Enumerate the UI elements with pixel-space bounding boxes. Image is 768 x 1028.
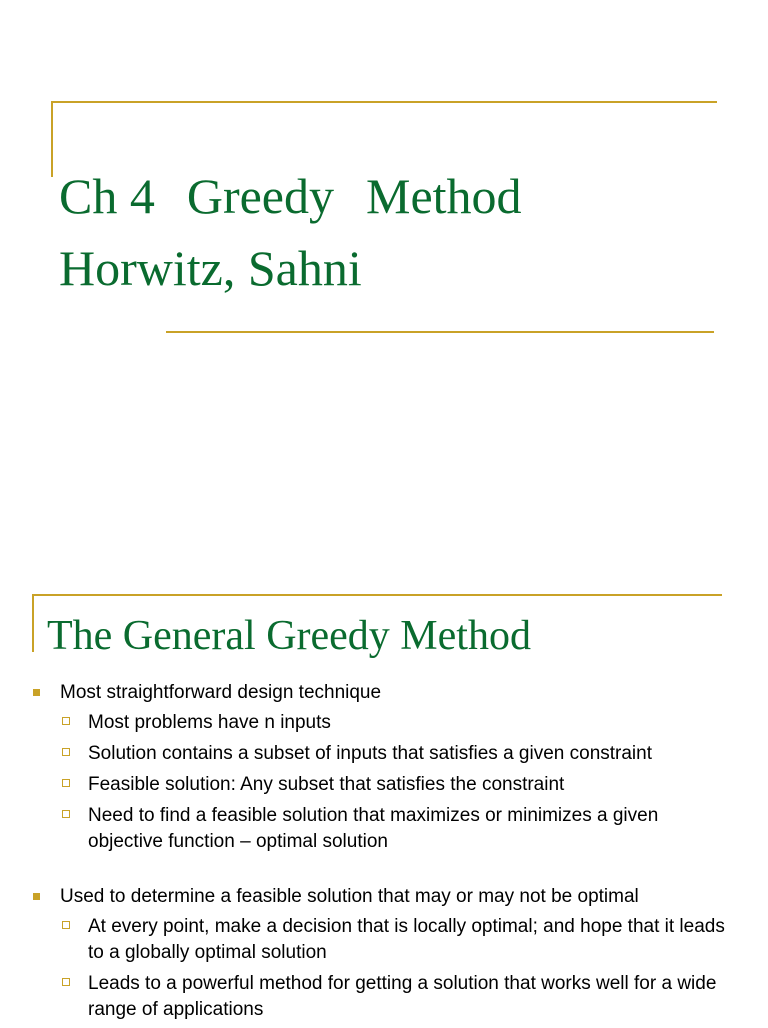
- hollow-square-bullet-icon: [62, 978, 70, 986]
- sub-bullet-item: [60, 772, 768, 798]
- sub-bullet-text: Leads to a powerful method for getting a solution that works well for a wide range of applications: [88, 973, 717, 1020]
- title-word-method: Method: [366, 168, 522, 224]
- sub-bullet-text: At every point, make a decision that is locally optimal; and hope that it leads to a globally optimal solution: [88, 916, 725, 963]
- slide-title: [59, 160, 522, 304]
- bullet-item: [0, 884, 768, 1023]
- sub-bullet-text: Most problems have n inputs: [88, 712, 331, 733]
- title-word-greedy: Greedy: [186, 168, 335, 224]
- hollow-square-bullet-icon: [62, 779, 70, 787]
- sub-bullet-item: [60, 710, 768, 736]
- square-bullet-icon: [33, 689, 40, 696]
- hollow-square-bullet-icon: [62, 717, 70, 725]
- title-line-1: [59, 160, 522, 232]
- title-word-chapter: Ch 4: [59, 168, 155, 224]
- bullet-spacer: [0, 860, 768, 884]
- sub-bullet-list: [60, 914, 768, 1023]
- bullet-list: [0, 680, 768, 1028]
- square-bullet-icon: [33, 893, 40, 900]
- title-line-2: Horwitz, Sahni: [59, 240, 362, 296]
- title-slide-left-rule: [51, 101, 53, 177]
- bullet-text: Most straightforward design technique: [60, 682, 382, 703]
- sub-bullet-item: [60, 803, 768, 855]
- sub-bullet-item: [60, 741, 768, 767]
- hollow-square-bullet-icon: [62, 810, 70, 818]
- sub-bullet-list: [60, 710, 768, 855]
- content-slide-title: The General Greedy Method: [47, 613, 531, 659]
- content-slide-top-rule: [32, 594, 722, 596]
- hollow-square-bullet-icon: [62, 921, 70, 929]
- sub-bullet-text: Feasible solution: Any subset that satisfies the constraint: [88, 774, 565, 795]
- hollow-square-bullet-icon: [62, 748, 70, 756]
- sub-bullet-text: Need to find a feasible solution that maximizes or minimizes a given objective function – optimal solution: [88, 805, 659, 852]
- title-slide-bottom-rule: [166, 331, 714, 333]
- sub-bullet-text: Solution contains a subset of inputs that satisfies a given constraint: [88, 743, 652, 764]
- bullet-item: [0, 680, 768, 855]
- sub-bullet-item: [60, 971, 768, 1023]
- title-slide-top-rule: [51, 101, 717, 103]
- sub-bullet-item: [60, 914, 768, 966]
- bullet-text: Used to determine a feasible solution that may or may not be optimal: [60, 886, 639, 907]
- content-slide-left-rule: [32, 594, 34, 652]
